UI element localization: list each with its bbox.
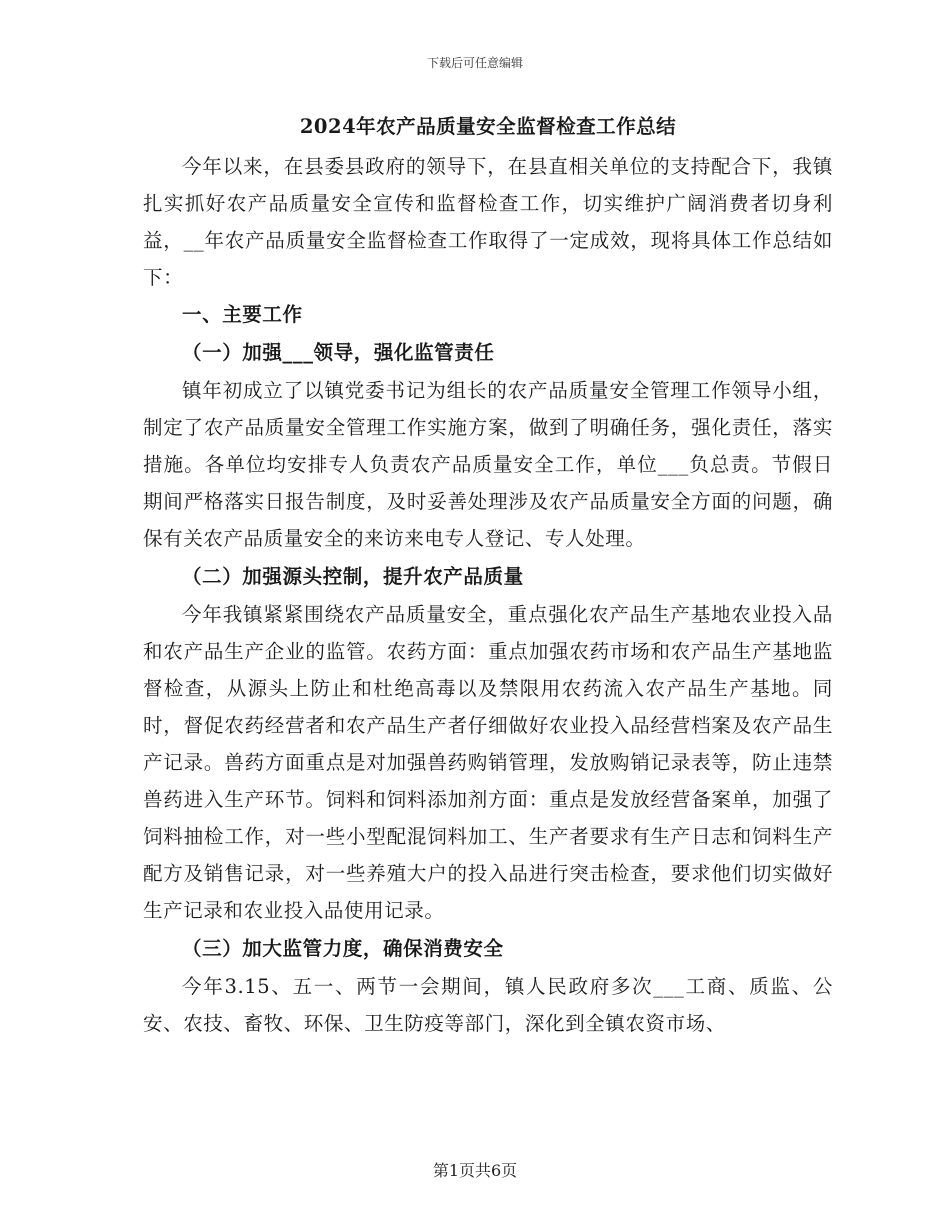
subsection-2-paragraph: 今年我镇紧紧围绕农产品质量安全，重点强化农产品生产基地农业投入品和农产品生产企业的监管。农药方面：重点加强农药市场和农产品生产基地监督检查，从源头上防止和杜绝高毒以及禁限用农药流入农产品生产基地。同时，督促农药经营者和农产品生产者仔细做好农业投入品经营档案及农产品生产记录。兽药方面重点是对加强兽药购销管理，发放购销记录表等，防止违禁兽药进入生产环节。饲料和饲料添加剂方面：重点是发放经营备案单，加强了饲料抽检工作，对一些小型配混饲料加工、生产者要求有生产日志和饲料生产配方及销售记录，对一些养殖大户的投入品进行突击检查，要求他们切实做好生产记录和农业投入品使用记录。 (143, 603, 833, 922)
document-body (143, 112, 833, 1042)
section-heading-main-work: 一、主要工作 (182, 303, 303, 326)
subsection-heading-2: （二）加强源头控制，提升农产品质量 (182, 565, 524, 588)
document-title: 2024年农产品质量安全监督检查工作总结 (299, 115, 677, 138)
intro-paragraph: 今年以来，在县委县政府的领导下，在县直相关单位的支持配合下，我镇扎实抓好农产品质量安全宣传和监督检查工作，切实维护广阔消费者切身利益，__年农产品质量安全监督检查工作取得了一定成效，现将具体工作总结如下： (143, 155, 833, 289)
subsection-heading-1: （一）加强___领导，强化监管责任 (182, 341, 495, 364)
page-number-footer: 第1页共6页 (432, 1161, 518, 1180)
subsection-heading-3: （三）加大监管力度，确保消费安全 (182, 937, 504, 960)
subsection-1-paragraph: 镇年初成立了以镇党委书记为组长的农产品质量安全管理工作领导小组，制定了农产品质量安全管理工作实施方案，做到了明确任务，强化责任，落实措施。各单位均安排专人负责农产品质量安全工作，单位___负总责。节假日期间严格落实日报告制度，及时妥善处理涉及农产品质量安全方面的问题，确保有关农产品质量安全的来访来电专人登记、专人处理。 (143, 379, 833, 550)
subsection-3-paragraph: 今年3.15、五一、两节一会期间，镇人民政府多次___工商、质监、公安、农技、畜牧、环保、卫生防疫等部门，深化到全镇农资市场、 (143, 975, 833, 1035)
page-header-note: 下载后可任意编辑 (426, 56, 523, 70)
